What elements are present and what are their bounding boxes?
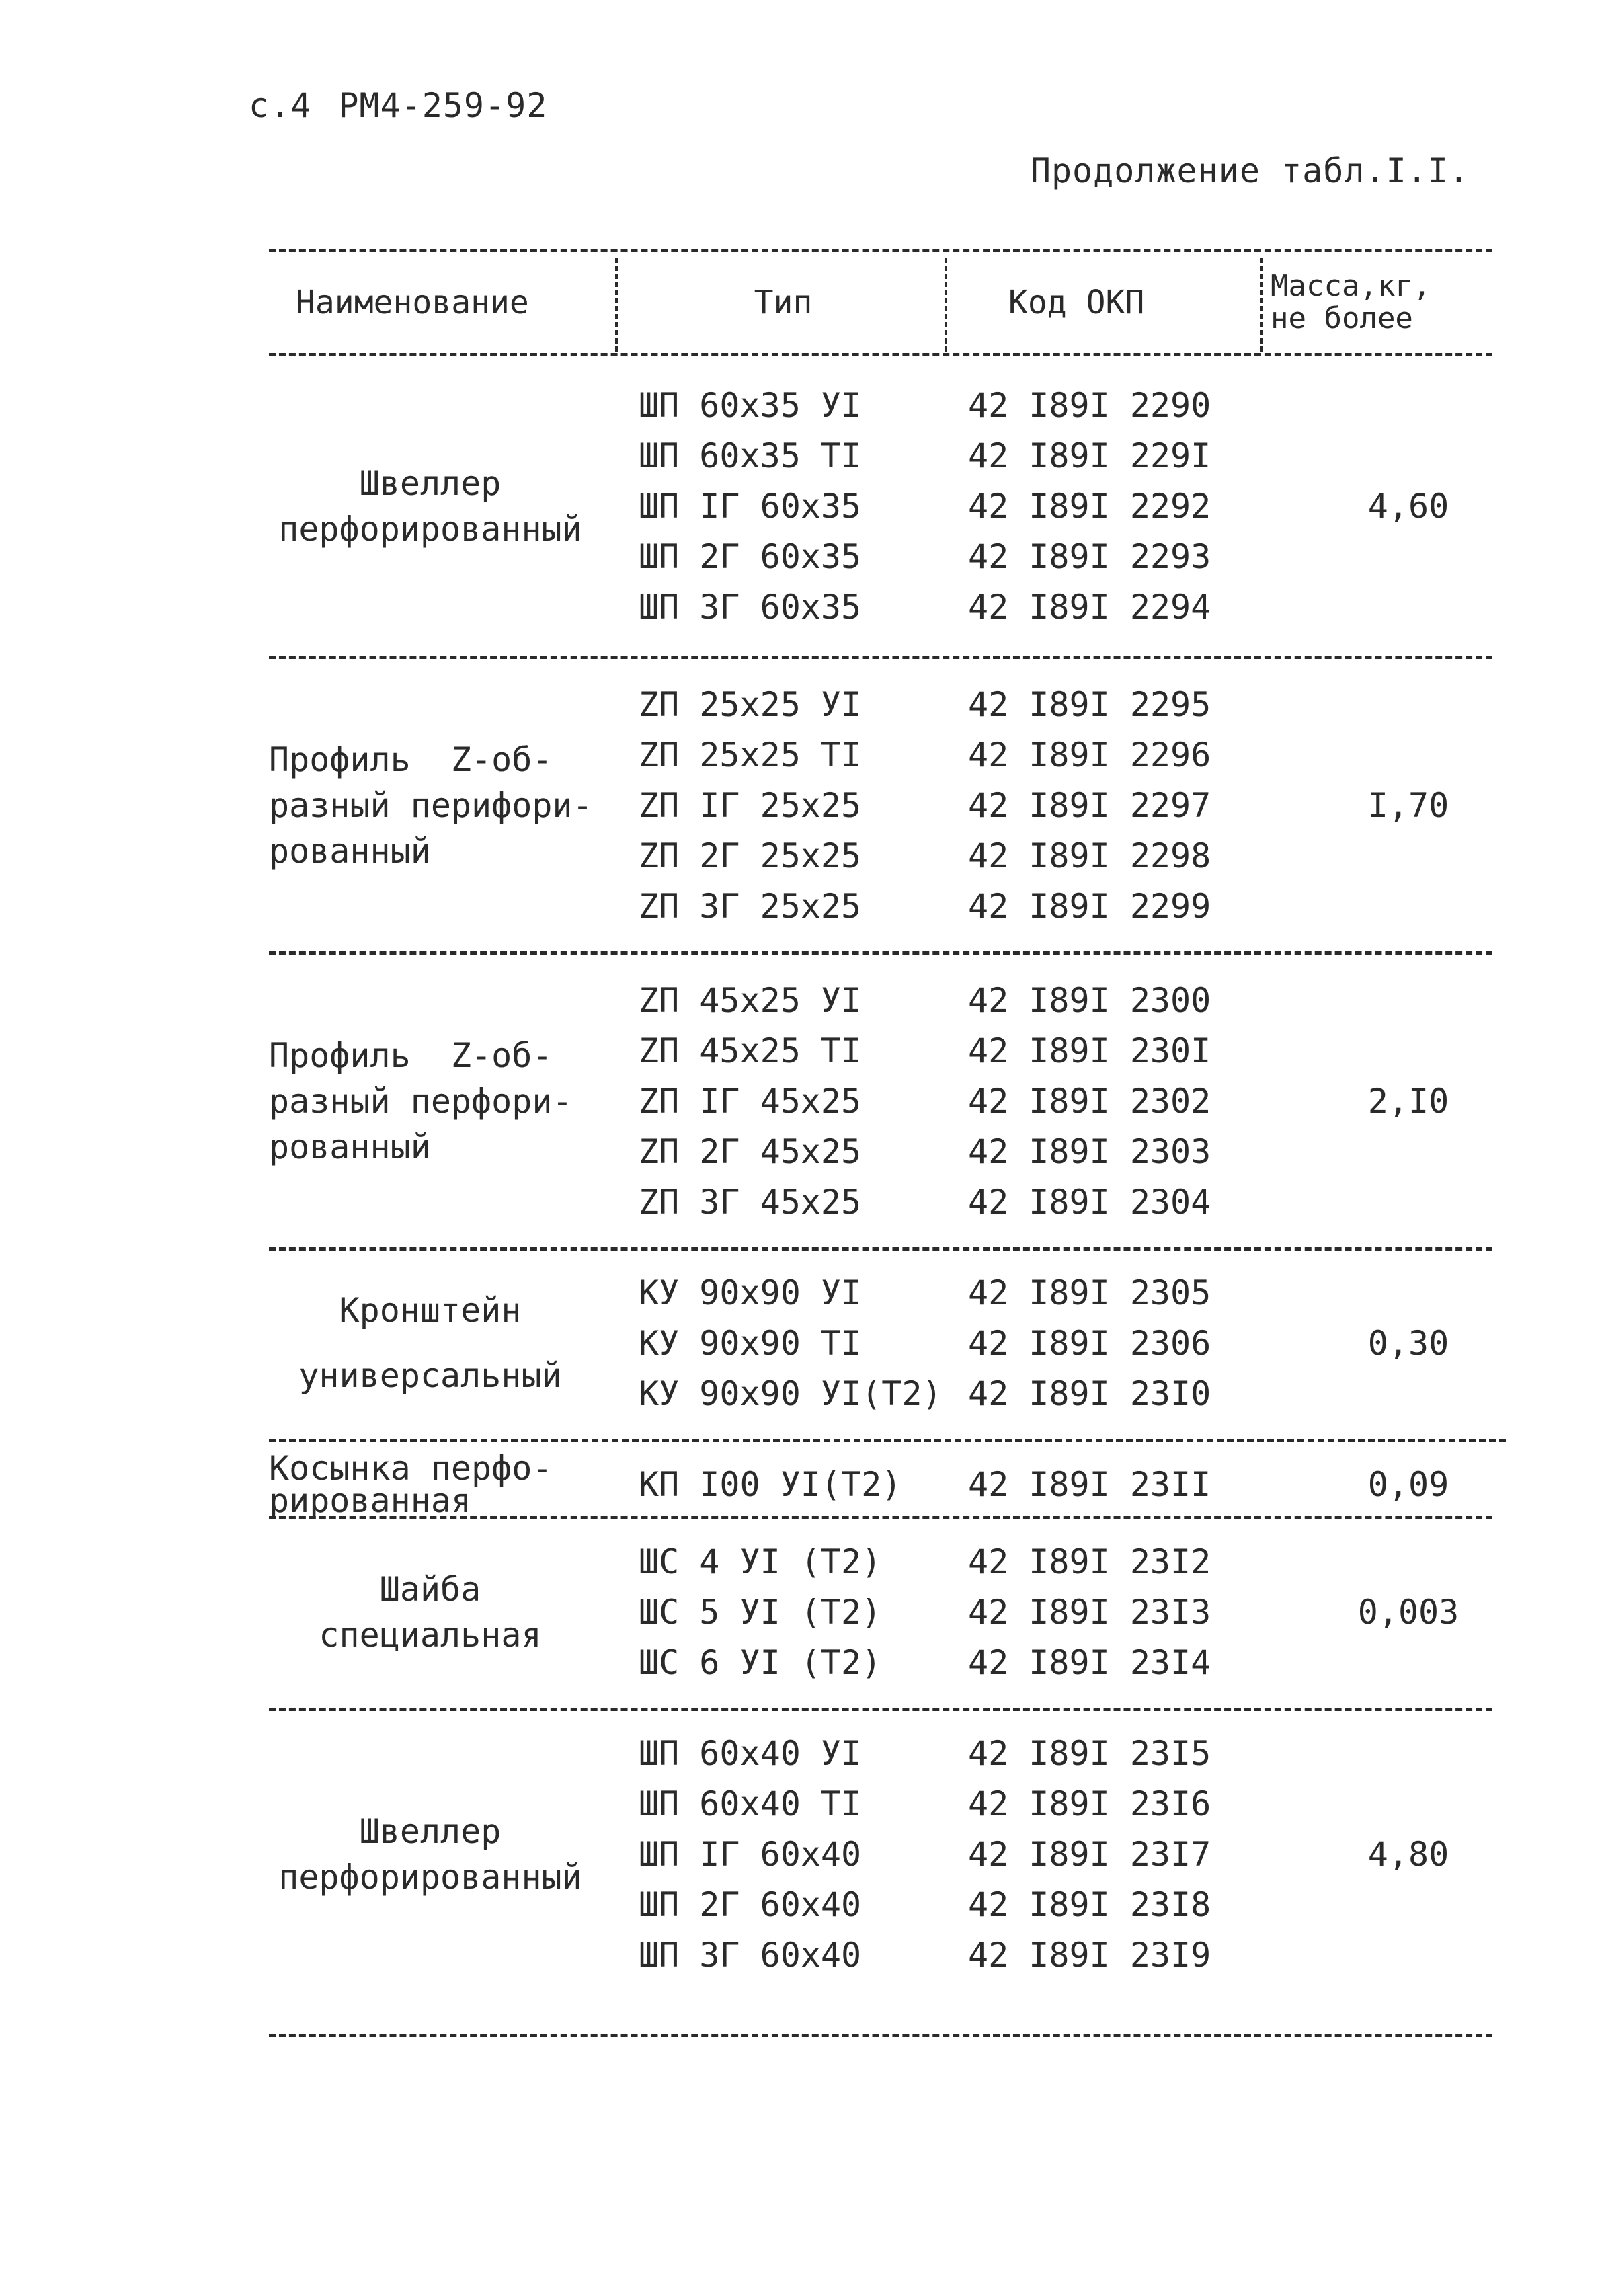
item-name-line: рированная [269,1480,472,1520]
column-header-mass [1271,252,1492,353]
table-row [639,1267,1311,1318]
page-header [249,86,547,125]
table-row [639,380,1311,430]
table-row [639,1076,1311,1126]
okp-code-cell: 42 I89I 230I [968,1031,1211,1070]
type-cell: ШС 5 УI (Т2) [639,1592,882,1632]
mass-cell: 0,003 [1357,1592,1459,1632]
table-row [639,1536,1311,1587]
type-cell: КУ 90х90 ТI [639,1323,862,1363]
column-header-mass-line2: не более [1271,301,1413,335]
item-name-line: Профиль Z-об- [269,740,553,779]
type-cell: ZП 3Г 25х25 [639,886,862,926]
okp-code-cell: 42 I89I 2303 [968,1132,1211,1171]
type-cell: ZП 45х25 ТI [639,1031,862,1070]
page-number: с.4 [249,86,312,125]
table-row [639,1930,1311,1980]
type-code-list [639,380,1311,632]
table-row [639,1879,1311,1930]
column-divider [945,258,947,352]
table-row [639,1126,1311,1177]
okp-code-cell: 42 I89I 23I6 [968,1784,1211,1823]
table-row [639,679,1311,729]
type-cell: ZП 45х25 УI [639,980,862,1020]
okp-code-cell: 42 I89I 23I5 [968,1733,1211,1773]
group-content [269,1728,1492,1980]
mass-cell: 2,I0 [1367,1081,1449,1121]
type-cell: ZП IГ 25х25 [639,785,862,825]
okp-code-cell: 42 I89I 2296 [968,735,1211,775]
type-code-list [639,679,1311,931]
type-cell: ШП IГ 60х40 [639,1834,862,1874]
type-cell: ШП 2Г 60х35 [639,537,862,576]
item-name [269,1267,592,1419]
table-row [639,1177,1311,1227]
type-cell: ШП 60х35 УI [639,385,862,425]
table-row [639,1318,1311,1368]
table-group [269,1442,1492,1520]
okp-code-cell: 42 I89I 23I3 [968,1592,1211,1632]
okp-code-cell: 42 I89I 2306 [968,1323,1211,1363]
okp-code-cell: 42 I89I 2293 [968,537,1211,576]
type-cell: ZП 2Г 45х25 [639,1132,862,1171]
column-header-mass-line1: Масса,кг, [1271,269,1431,303]
table-group [269,955,1492,1247]
specification-table [269,249,1492,2037]
type-cell: ШП 60х35 ТI [639,436,862,475]
item-name-line: разный перфори- [269,1081,573,1121]
okp-code-cell: 42 I89I 2300 [968,980,1211,1020]
type-cell: ZП IГ 45х25 [639,1081,862,1121]
okp-code-cell: 42 I89I 23II [968,1464,1211,1504]
table-row [639,1778,1311,1829]
type-code-list [639,975,1311,1227]
table-row [639,729,1311,780]
table-group [269,1519,1492,1708]
column-header-name: Наименование [296,284,529,321]
item-name [269,380,592,632]
type-cell: КУ 90х90 УI(Т2) [639,1374,943,1413]
column-header-type: Тип [754,284,813,321]
okp-code-cell: 42 I89I 23I8 [968,1885,1211,1924]
okp-code-cell: 42 I89I 23I4 [968,1642,1211,1682]
okp-code-cell: 42 I89I 2292 [968,486,1211,526]
okp-code-cell: 42 I89I 23I0 [968,1374,1211,1413]
type-cell: КУ 90х90 УI [639,1273,862,1312]
item-name [269,1728,592,1980]
table-row [639,830,1311,881]
item-name-line: универсальный [298,1356,562,1396]
item-name-line: рованный [269,1127,431,1166]
item-name-line: специальная [319,1615,542,1655]
mass-cell: 0,09 [1367,1464,1449,1504]
type-code-list [639,1536,1311,1688]
item-name-line: разный перифори- [269,785,593,825]
type-cell: ШП 3Г 60х35 [639,587,862,627]
mass-cell: 0,30 [1367,1323,1449,1363]
table-row [639,1587,1311,1637]
column-divider [1260,258,1263,352]
item-name-line: перфорированный [278,509,582,549]
group-content [269,1448,1492,1520]
item-name-line: Швеллер [359,1811,502,1851]
table-row [639,1829,1311,1879]
item-name [269,975,592,1227]
table-continuation-caption: Продолжение табл.I.I. [1030,151,1470,190]
group-content [269,1536,1492,1688]
table-row [639,430,1311,481]
type-cell: ШП 60х40 УI [639,1733,862,1773]
table-row [639,531,1311,582]
table-row [639,1368,1311,1419]
table-group [269,1711,1492,2034]
item-name-line: Шайба [379,1569,481,1609]
item-name-line: Косынка перфо- [269,1448,553,1488]
okp-code-cell: 42 I89I 229I [968,436,1211,475]
table-row [639,780,1311,830]
table-group [269,659,1492,951]
type-cell: ШП IГ 60х35 [639,486,862,526]
item-name-line: Швеллер [359,463,502,503]
mass-cell: 4,60 [1367,486,1449,526]
okp-code-cell: 42 I89I 2295 [968,684,1211,724]
table-body [269,356,1492,2037]
okp-code-cell: 42 I89I 2290 [968,385,1211,425]
okp-code-cell: 42 I89I 23I2 [968,1542,1211,1581]
type-code-list [639,1459,1311,1509]
table-group [269,356,1492,656]
table-row [639,1025,1311,1076]
item-name [269,1448,592,1520]
type-cell: ШП 3Г 60х40 [639,1935,862,1975]
table-group [269,1251,1492,1439]
okp-code-cell: 42 I89I 2297 [968,785,1211,825]
okp-code-cell: 42 I89I 2305 [968,1273,1211,1312]
okp-code-cell: 42 I89I 2298 [968,836,1211,875]
table-row [639,975,1311,1025]
okp-code-cell: 42 I89I 2302 [968,1081,1211,1121]
group-divider-rule [269,2034,1492,2037]
type-cell: ШП 2Г 60х40 [639,1885,862,1924]
okp-code-cell: 42 I89I 2299 [968,886,1211,926]
group-content [269,1267,1492,1419]
type-cell: ZП 2Г 25х25 [639,836,862,875]
type-cell: КП I00 УI(Т2) [639,1464,902,1504]
type-cell: ШС 6 УI (Т2) [639,1642,882,1682]
group-content [269,975,1492,1227]
table-row [639,582,1311,632]
type-cell: ШС 4 УI (Т2) [639,1542,882,1581]
item-name [269,679,592,931]
type-cell: ZП 3Г 45х25 [639,1182,862,1222]
table-row [639,1459,1311,1509]
item-name-line: рованный [269,831,431,871]
mass-cell: I,70 [1367,785,1449,825]
type-cell: ZП 25х25 ТI [639,735,862,775]
okp-code-cell: 42 I89I 2304 [968,1182,1211,1222]
column-header-code: Код ОКП [1008,284,1145,321]
table-row [639,481,1311,531]
okp-code-cell: 42 I89I 23I7 [968,1834,1211,1874]
mass-cell: 4,80 [1367,1834,1449,1874]
table-row [639,881,1311,931]
document-code: РМ4-259-92 [338,86,548,125]
type-code-list [639,1267,1311,1419]
group-content [269,380,1492,632]
okp-code-cell: 42 I89I 23I9 [968,1935,1211,1975]
table-header [269,252,1492,353]
group-content [269,679,1492,931]
item-name [269,1536,592,1688]
okp-code-cell: 42 I89I 2294 [968,587,1211,627]
table-row [639,1728,1311,1778]
item-name-line: Кронштейн [339,1290,522,1330]
table-row [639,1637,1311,1688]
column-divider [615,258,618,352]
item-name-line: Профиль Z-об- [269,1035,553,1075]
type-cell: ШП 60х40 ТI [639,1784,862,1823]
item-name-line: перфорированный [278,1857,582,1897]
type-code-list [639,1728,1311,1980]
type-cell: ZП 25х25 УI [639,684,862,724]
